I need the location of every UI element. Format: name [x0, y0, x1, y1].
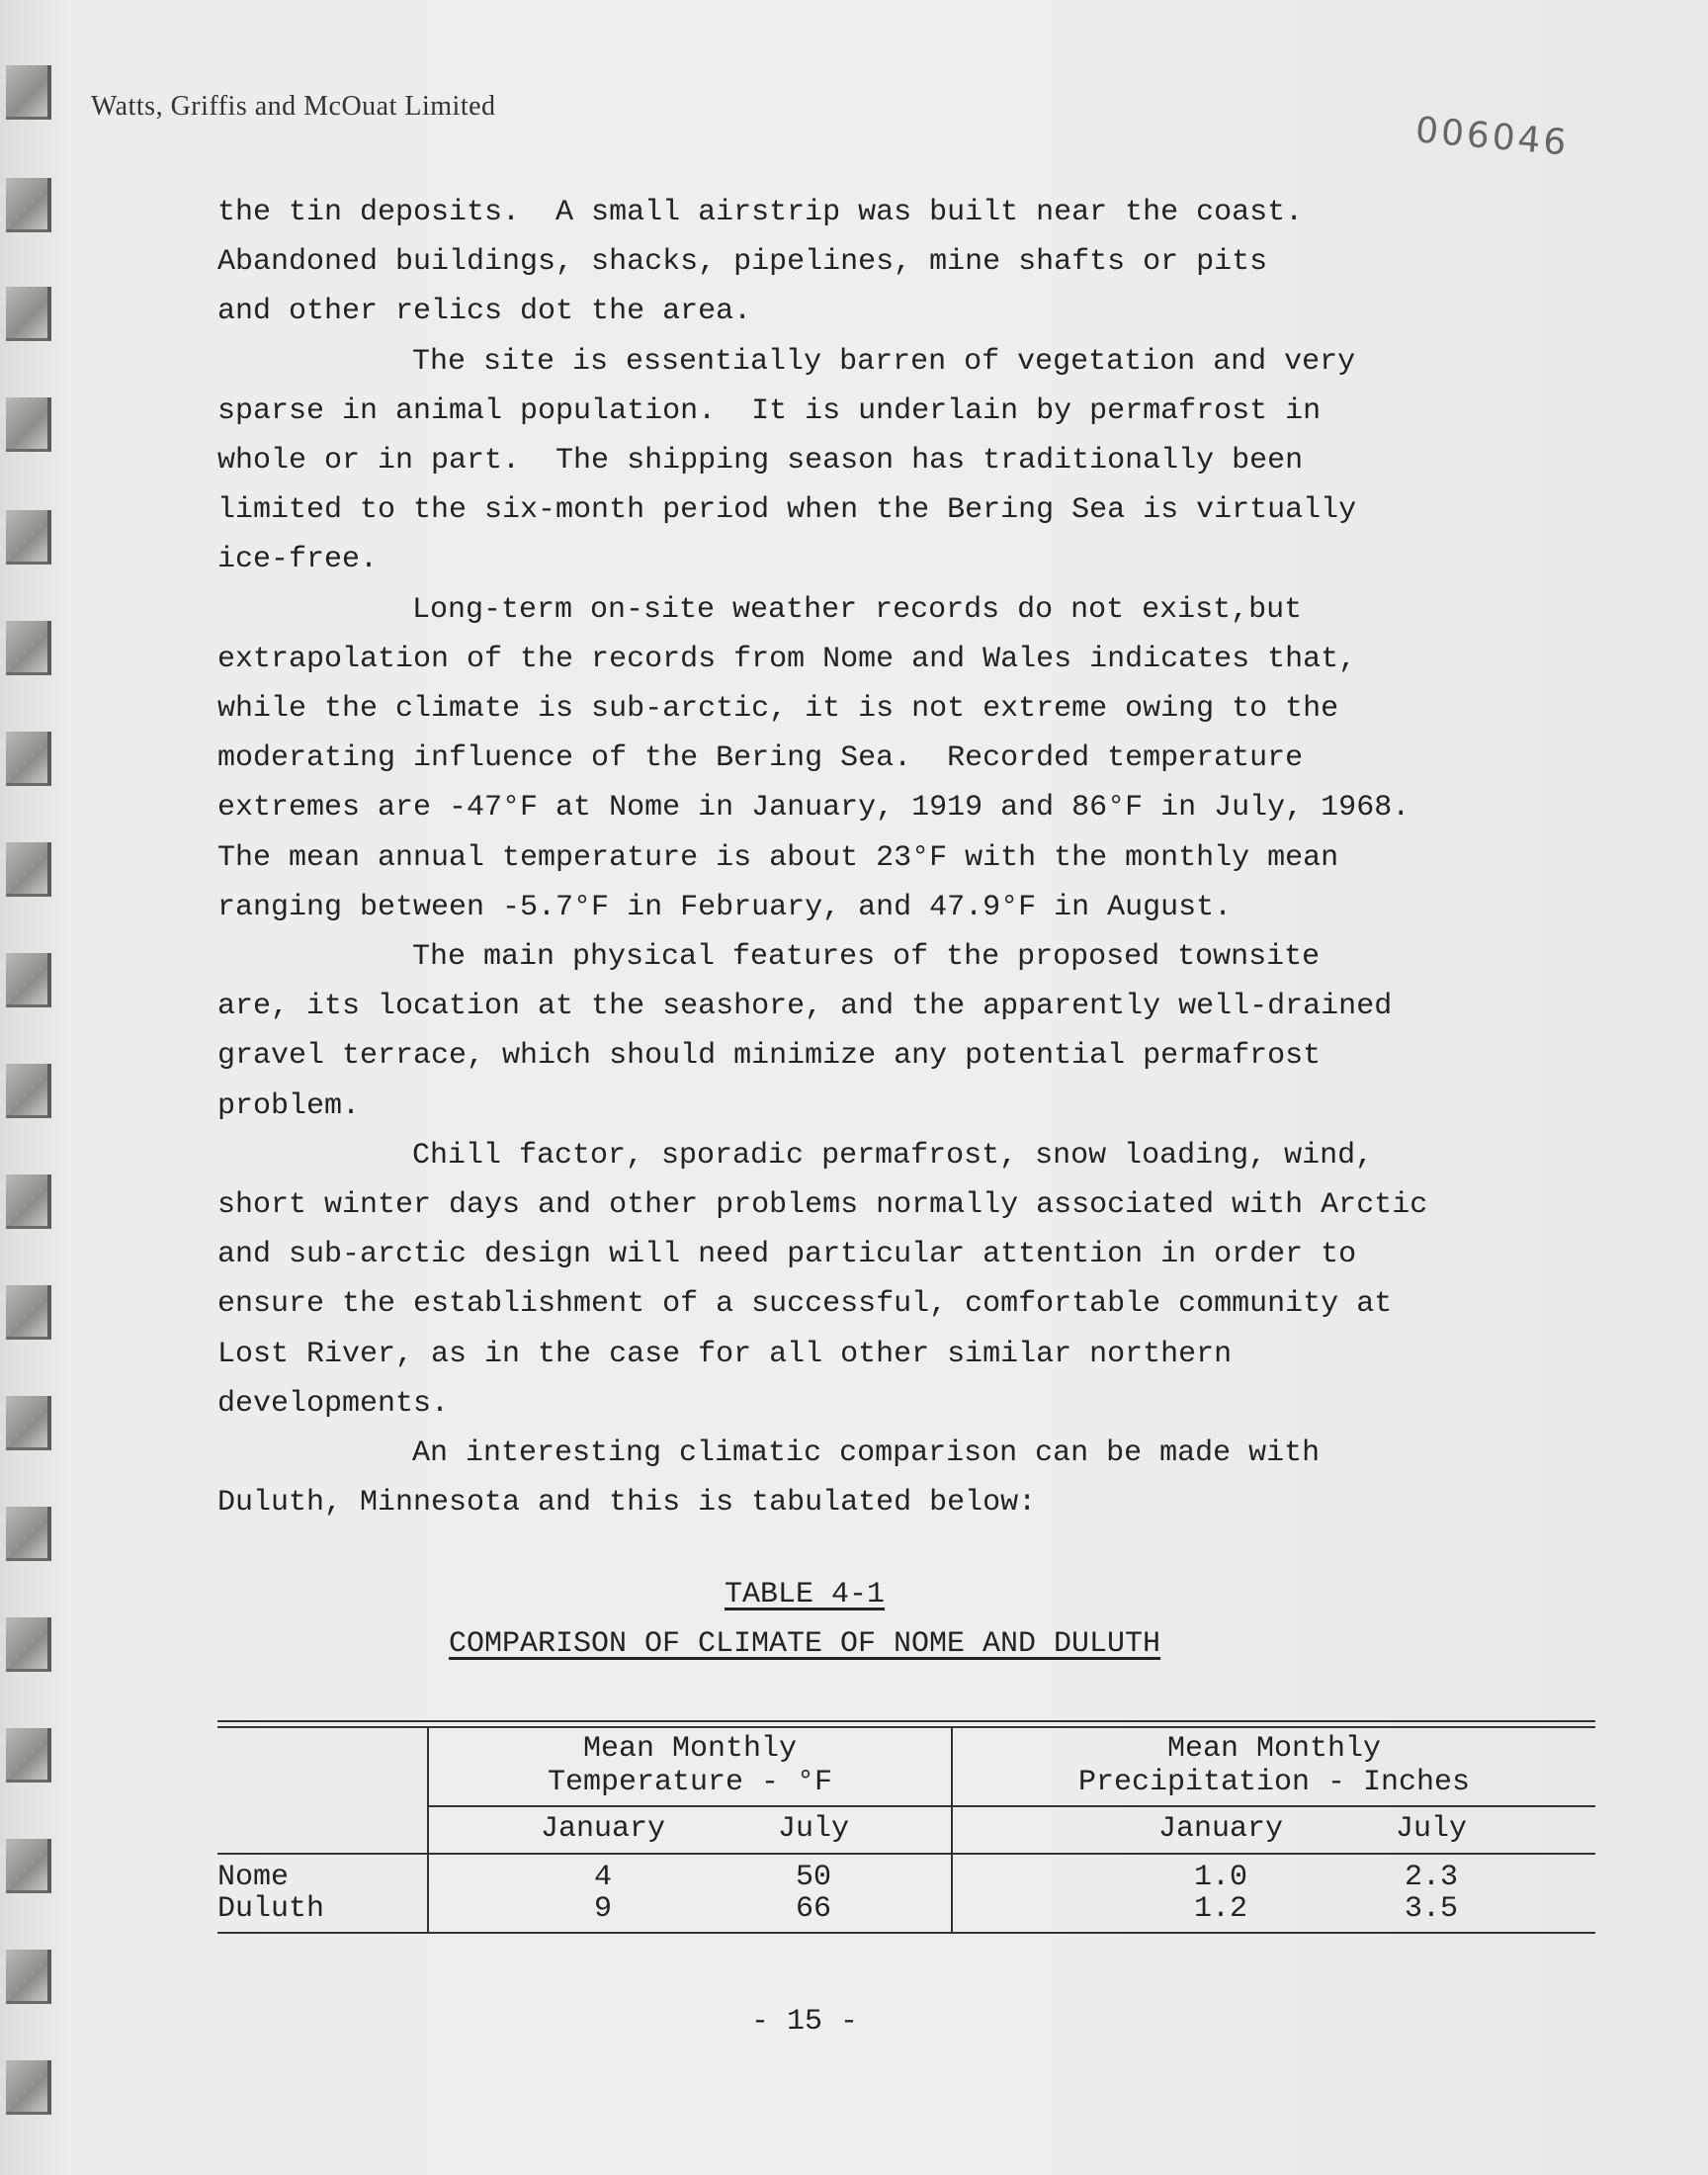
- text-line: problem.: [217, 1088, 361, 1123]
- table-cell: 66: [795, 1892, 831, 1926]
- text-line: extremes are -47°F at Nome in January, 1919 and 86°F in July, 1968.: [217, 791, 1410, 826]
- text-line: Lost River, as in the case for all other similar northern: [217, 1337, 1233, 1371]
- table-rule-top: [217, 1720, 1595, 1722]
- binding-ring: [6, 1064, 51, 1118]
- text-line: limited to the six-month period when the Bering Sea is virtually: [217, 493, 1357, 528]
- binding-ring: [6, 842, 51, 897]
- table-cell: 1.2: [1193, 1892, 1247, 1926]
- binding-ring: [6, 621, 51, 675]
- text-line: moderating influence of the Bering Sea. Recorded temperature: [217, 741, 1304, 776]
- binding-ring: [6, 510, 51, 565]
- body-text: [217, 188, 1601, 1527]
- climate-table: [217, 1720, 1595, 1934]
- page-number: - 15 -: [750, 2005, 859, 2039]
- text-line: gravel terrace, which should minimize any potential permafrost: [217, 1039, 1322, 1074]
- subheader-temp-january: January: [540, 1812, 666, 1846]
- text-line: An interesting climatic comparison can be made with: [412, 1436, 1321, 1471]
- binding-ring: [6, 2060, 51, 2115]
- binding-ring: [6, 287, 51, 341]
- table-rule-subheader: [217, 1853, 1595, 1855]
- binding-ring: [6, 1507, 51, 1561]
- document-number-stamp: 006046: [1413, 110, 1571, 164]
- table-cell: 1.0: [1193, 1861, 1247, 1894]
- table-cell: 9: [593, 1892, 612, 1926]
- header-temperature-line1: Mean Monthly: [582, 1732, 798, 1766]
- binding-ring: [6, 732, 51, 786]
- text-line: short winter days and other problems normally associated with Arctic: [217, 1188, 1428, 1223]
- row-label-nome: Nome: [217, 1861, 290, 1894]
- binding-ring: [6, 65, 51, 120]
- table-cell: 4: [593, 1861, 612, 1894]
- table-rule-top-double: [217, 1726, 1595, 1728]
- text-line: developments.: [217, 1386, 450, 1421]
- text-line: ensure the establishment of a successful, comfortable community at: [217, 1287, 1393, 1322]
- binding-ring: [6, 1396, 51, 1450]
- table-rule-header: [428, 1805, 1595, 1807]
- row-label-duluth: Duluth: [217, 1892, 325, 1926]
- text-line: extrapolation of the records from Nome and Wales indicates that,: [217, 642, 1357, 676]
- text-line: Abandoned buildings, shacks, pipelines, mine shafts or pits: [217, 245, 1268, 280]
- binding-ring: [6, 1174, 51, 1229]
- text-line: sparse in animal population. It is underlain by permafrost in: [217, 393, 1322, 428]
- text-line: Duluth, Minnesota and this is tabulated below:: [217, 1486, 1037, 1521]
- text-line: Long-term on-site weather records do not exist,but: [412, 592, 1303, 627]
- binding-ring: [6, 1950, 51, 2004]
- binding-ring: [6, 1285, 51, 1340]
- table-number: TABLE 4-1: [724, 1578, 886, 1611]
- binding-ring: [6, 1839, 51, 1893]
- text-line: The site is essentially barren of vegetation and very: [412, 344, 1356, 379]
- text-line: ice-free.: [217, 543, 379, 577]
- binding-ring: [6, 1728, 51, 1783]
- text-line: and other relics dot the area.: [217, 295, 752, 329]
- table-cell: 3.5: [1404, 1892, 1458, 1926]
- company-letterhead: Watts, Griffis and McOuat Limited: [91, 91, 496, 122]
- table-cell: 2.3: [1404, 1861, 1458, 1894]
- binding-rings: [0, 0, 59, 2175]
- binding-ring: [6, 953, 51, 1007]
- table-title: COMPARISON OF CLIMATE OF NOME AND DULUTH: [448, 1627, 1161, 1661]
- text-line: The mean annual temperature is about 23°F with the monthly mean: [217, 840, 1339, 875]
- subheader-precip-january: January: [1157, 1812, 1284, 1846]
- text-line: the tin deposits. A small airstrip was built near the coast.: [217, 196, 1304, 229]
- header-precipitation-line2: Precipitation - Inches: [1077, 1766, 1471, 1799]
- text-line: and sub-arctic design will need particular attention in order to: [217, 1238, 1357, 1272]
- table-rule-bottom: [217, 1932, 1595, 1934]
- text-line: are, its location at the seashore, and the apparently well-drained: [217, 990, 1393, 1024]
- table-cell: 50: [795, 1861, 831, 1894]
- text-line: Chill factor, sporadic permafrost, snow loading, wind,: [412, 1138, 1374, 1173]
- text-line: The main physical features of the proposed townsite: [412, 940, 1321, 975]
- text-line: while the climate is sub-arctic, it is not extreme owing to the: [217, 692, 1339, 727]
- text-line: ranging between -5.7°F in February, and 47.9°F in August.: [217, 890, 1233, 924]
- subheader-temp-july: July: [777, 1812, 849, 1846]
- header-precipitation-line1: Mean Monthly: [1166, 1732, 1382, 1766]
- text-line: whole or in part. The shipping season has traditionally been: [217, 444, 1304, 478]
- binding-ring: [6, 178, 51, 232]
- binding-ring: [6, 397, 51, 452]
- header-temperature-line2: Temperature - °F: [547, 1766, 833, 1799]
- subheader-precip-july: July: [1395, 1812, 1467, 1846]
